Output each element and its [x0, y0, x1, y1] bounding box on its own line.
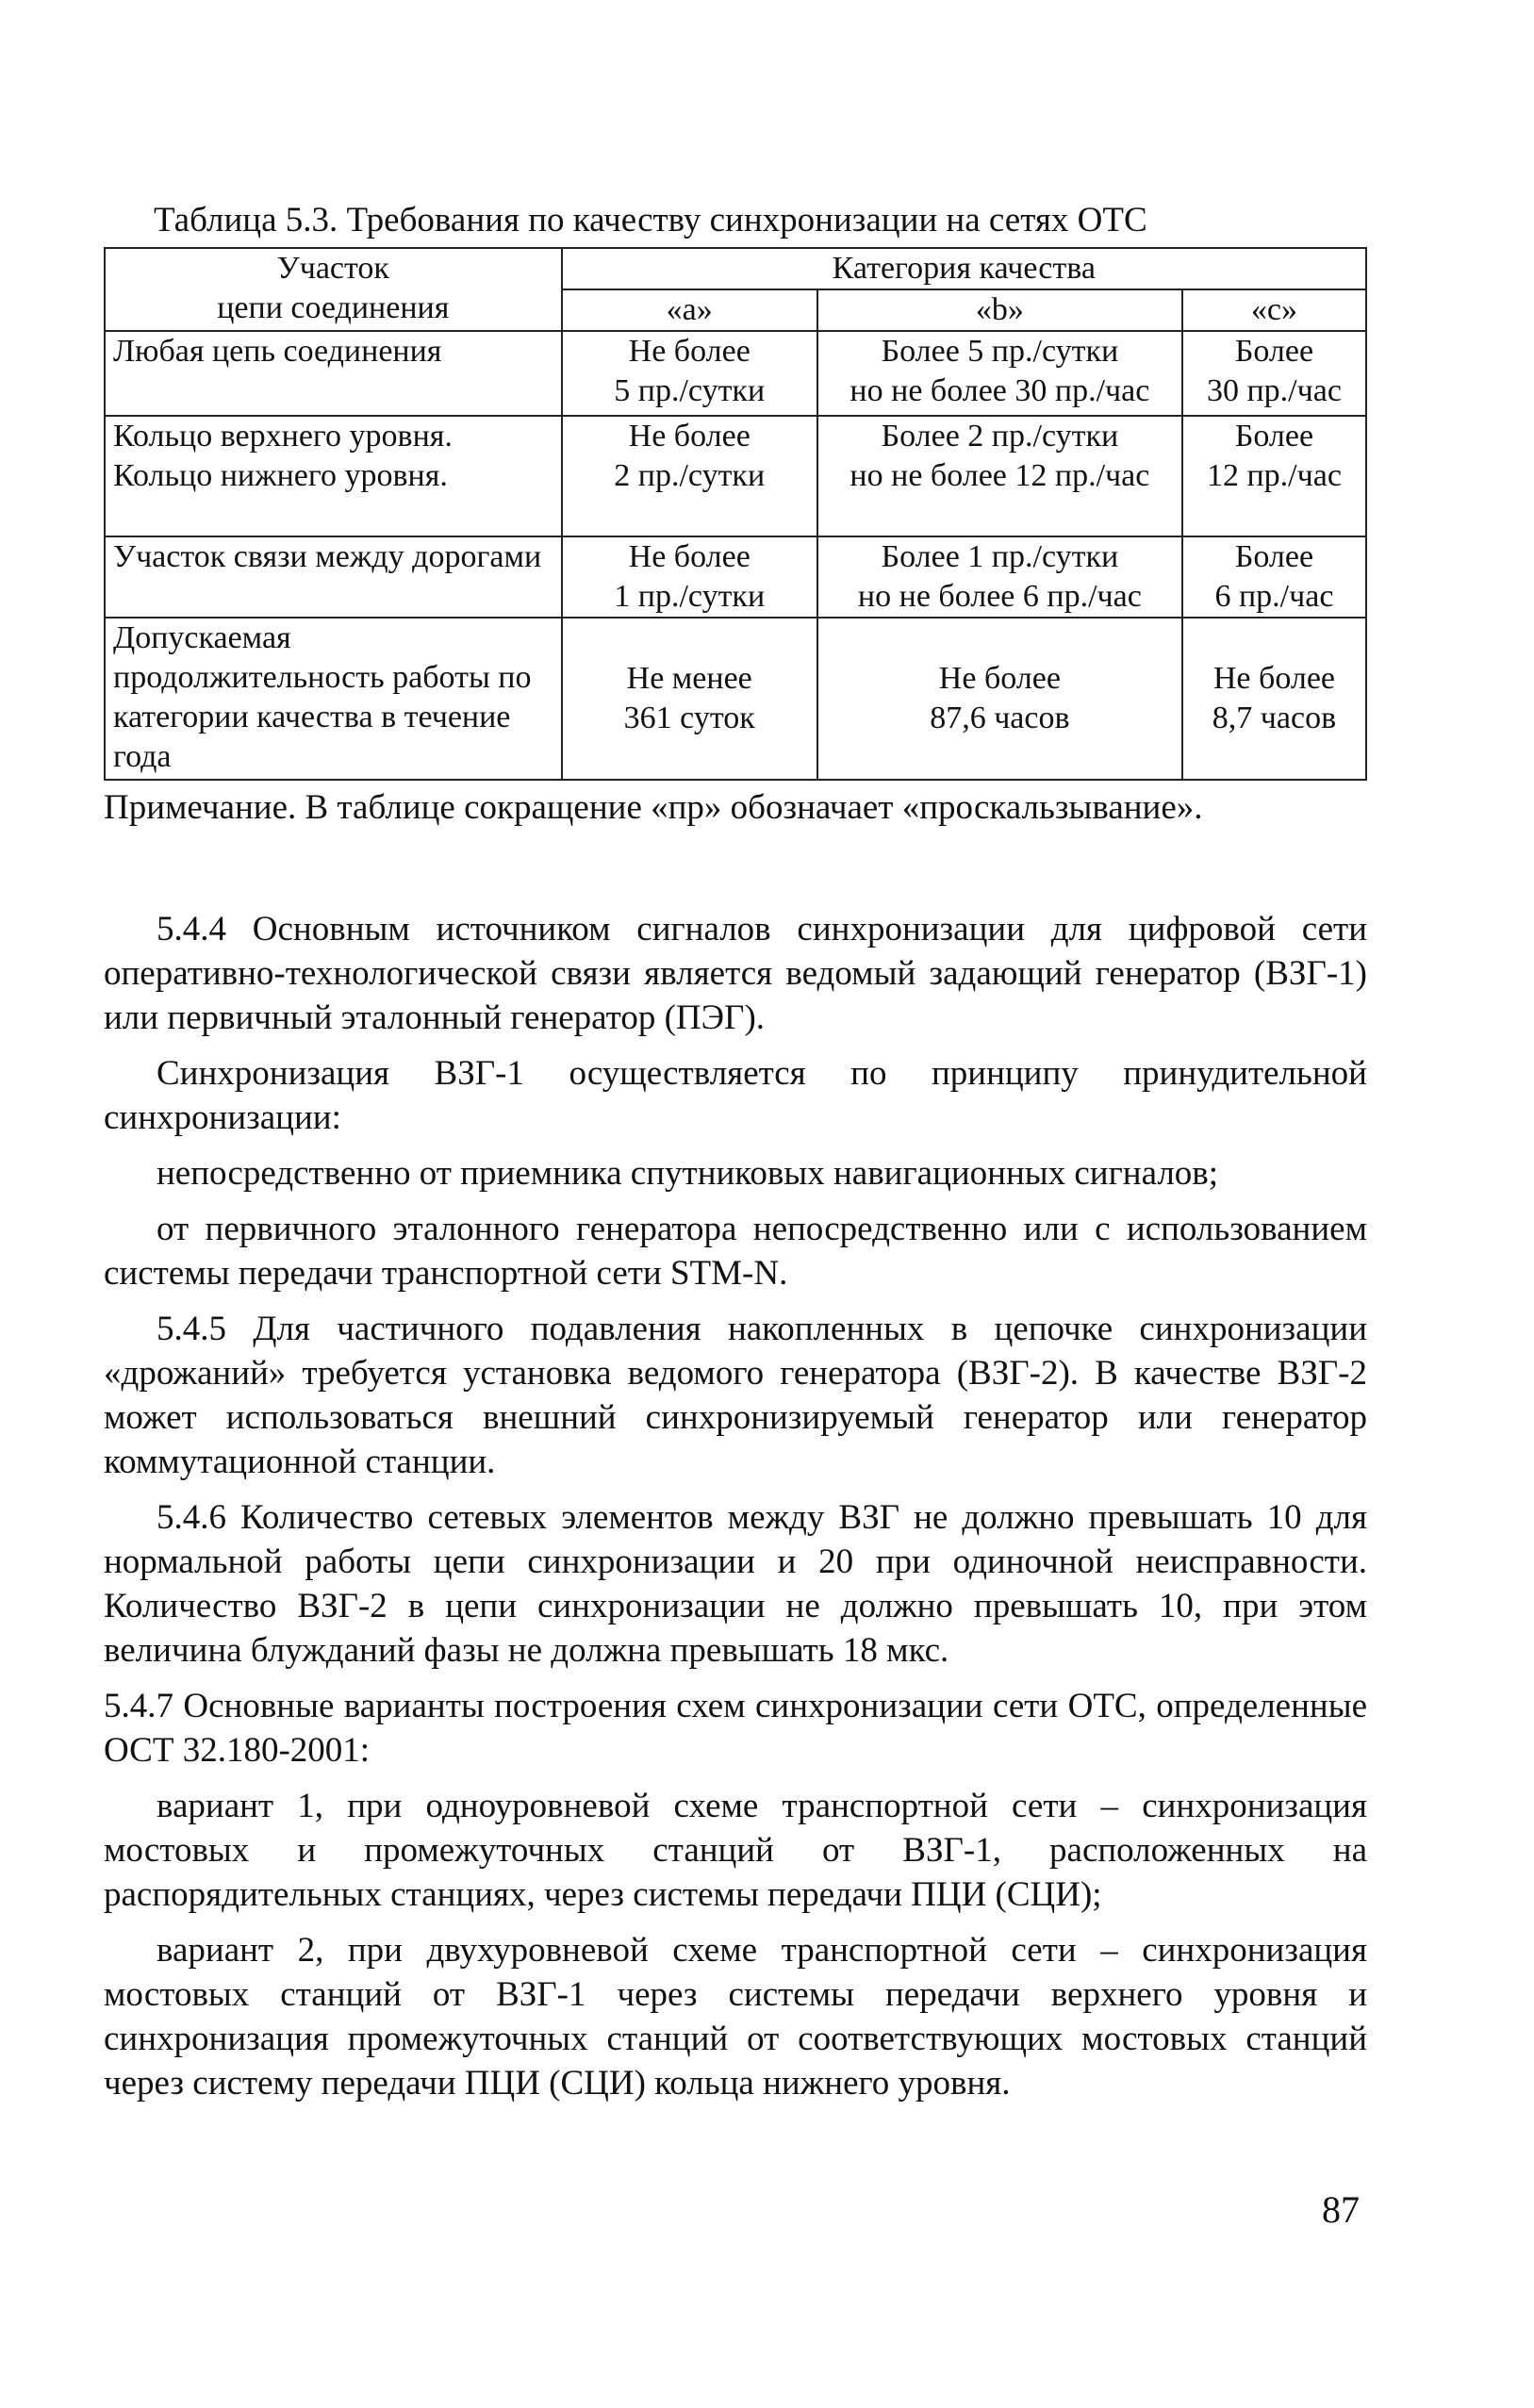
paragraph: 5.4.7 Основные варианты построения схем синхронизации сети ОТС, определенные ОСТ 32.180-2001:: [104, 1687, 1367, 1770]
cell-a: [562, 618, 817, 780]
table-caption: Таблица 5.3. Требования по качеству синхронизации на сетях ОТС: [154, 201, 1147, 239]
paragraph: 5.4.6 Количество сетевых элементов между ВЗГ не должно превышать 10 для нормальной работы цепи синхронизации и 20 при одиночной неисправности. Количество ВЗГ-2 в цепи синхронизации не должно превышать 10, при этом величина блужданий фазы не должна превышать 18 мкс.: [104, 1498, 1367, 1670]
row-segment: Допускаемая продолжительность работы по категории качества в течение года: [105, 618, 562, 780]
cell-line: но не более 6 пр./час: [857, 579, 1142, 614]
cell-line: 6 пр./час: [1214, 579, 1334, 614]
row-segment: Любая цепь соединения: [105, 331, 562, 416]
cell-a: [562, 331, 817, 416]
table-row: [105, 536, 1366, 618]
cell-b: [817, 618, 1182, 780]
cell-a: [562, 416, 817, 536]
header-segment-line2: цепи соединения: [217, 290, 450, 325]
cell-line: Более: [1234, 334, 1314, 369]
cell-line: но не более 30 пр./час: [849, 373, 1150, 408]
paragraph: 5.4.4 Основным источником сигналов синхронизации для цифровой сети оперативно-технологической связи является ведомый задающий генератор (ВЗГ-1) или первичный эталонный генератор (ПЭГ).: [104, 910, 1367, 1037]
cell-line: но не более 12 пр./час: [849, 458, 1150, 493]
cell-b: [817, 416, 1182, 536]
row-segment: Участок связи между дорогами: [105, 536, 562, 618]
cell-line: Не более: [628, 419, 751, 454]
paragraph: вариант 1, при одноуровневой схеме транспортной сети – синхронизация мостовых и промежуточных станций от ВЗГ-1, расположенных на распорядительных станциях, через системы передачи ПЦИ (СЦИ);: [104, 1787, 1367, 1914]
cell-a: [562, 536, 817, 618]
table-header-row-1: [105, 248, 1366, 289]
cell-line: 30 пр./час: [1206, 373, 1342, 408]
cell-c: [1182, 331, 1366, 416]
cell-line: 2 пр./сутки: [614, 458, 766, 493]
cell-line: Не более: [938, 661, 1061, 696]
cell-line: Более 1 пр./сутки: [881, 539, 1119, 574]
cell-line: 8,7 часов: [1212, 701, 1337, 735]
row-segment: Кольцо верхнего уровня. Кольцо нижнего уровня.: [105, 416, 562, 536]
paragraph: непосредственно от приемника спутниковых навигационных сигналов;: [157, 1154, 1219, 1193]
paragraph: от первичного эталонного генератора непосредственно или с использованием системы передачи транспортной сети STM-N.: [104, 1210, 1367, 1293]
cell-line: Более: [1234, 539, 1314, 574]
cell-c: [1182, 536, 1366, 618]
header-col-b: «b»: [817, 289, 1182, 331]
header-col-a: «а»: [562, 289, 817, 331]
header-segment-line1: Участок: [276, 251, 389, 286]
cell-c: [1182, 618, 1366, 780]
paragraph: 5.4.5 Для частичного подавления накопленных в цепочке синхронизации «дрожаний» требуется установка ведомого генератора (ВЗГ-2). В качестве ВЗГ-2 может использоваться внешний синхронизируемый генератор или генератор коммутационной станции.: [104, 1310, 1367, 1481]
cell-line: Не более: [628, 539, 751, 574]
sync-quality-table: [104, 247, 1367, 781]
paragraph: Синхронизация ВЗГ-1 осуществляется по принципу принудительной синхронизации:: [104, 1054, 1367, 1137]
cell-line: 5 пр./сутки: [614, 373, 766, 408]
cell-line: 361 суток: [623, 701, 755, 735]
body-text: [104, 907, 1367, 2117]
cell-line: Более 2 пр./сутки: [881, 419, 1119, 454]
table-note: Примечание. В таблице сокращение «пр» обозначает «проскальзывание».: [104, 788, 1203, 827]
cell-line: 1 пр./сутки: [614, 579, 766, 614]
page-number: 87: [1322, 2188, 1360, 2231]
header-category: Категория качества: [562, 248, 1366, 289]
cell-c: [1182, 416, 1366, 536]
cell-line: 12 пр./час: [1206, 458, 1342, 493]
table-row: [105, 618, 1366, 780]
cell-line: Не более: [628, 334, 751, 369]
cell-line: 87,6 часов: [930, 701, 1070, 735]
table-row: [105, 331, 1366, 416]
header-segment: [105, 248, 562, 331]
header-col-c: «с»: [1182, 289, 1366, 331]
cell-line: Не менее: [626, 661, 752, 696]
cell-b: [817, 536, 1182, 618]
cell-line: Более 5 пр./сутки: [881, 334, 1119, 369]
cell-b: [817, 331, 1182, 416]
table-row: [105, 416, 1366, 536]
paragraph: вариант 2, при двухуровневой схеме транспортной сети – синхронизация мостовых станций от ВЗГ-1 через системы передачи верхнего уровня и синхронизация промежуточных станций от соответствующих мостовых станций через систему передачи ПЦИ (СЦИ) кольца нижнего уровня.: [104, 1931, 1367, 2103]
cell-line: Более: [1234, 419, 1314, 454]
cell-line: Не более: [1212, 661, 1336, 696]
